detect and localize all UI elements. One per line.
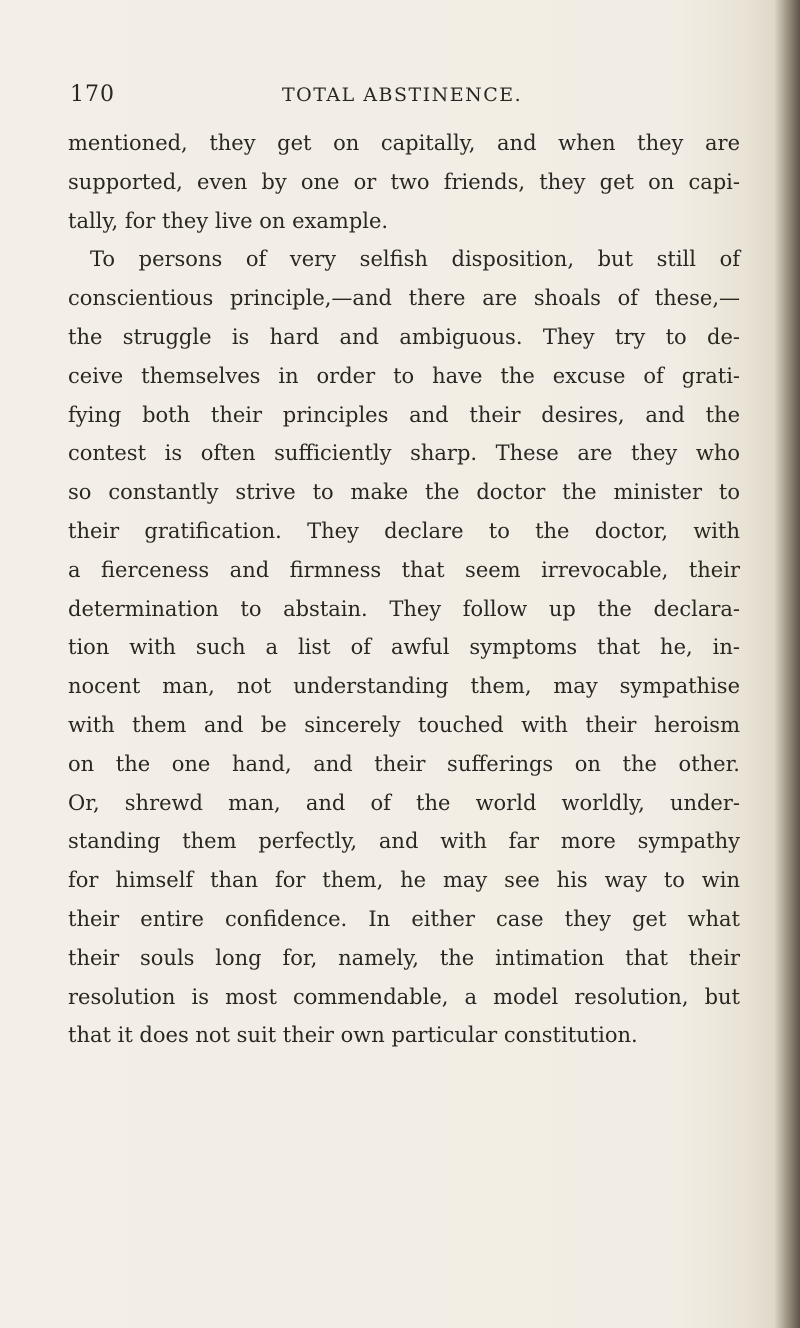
text-line: their souls long for, namely, the intimation that their	[68, 945, 740, 970]
text-line: resolution is most commendable, a model resolution, but	[68, 984, 740, 1009]
text-line: conscientious principle,—and there are shoals of these,—	[68, 286, 740, 311]
text-line: nocent man, not understanding them, may sympathise	[68, 674, 740, 699]
text-line: that it does not suit their own particular constitution.	[68, 1023, 638, 1048]
text-line: determination to abstain. They follow up the declara-	[68, 596, 740, 621]
text-line: tally, for they live on example.	[68, 208, 389, 233]
text-line: fying both their principles and their desires, and the	[68, 402, 740, 427]
text-line: tion with such a list of awful symptoms that he, in-	[68, 635, 740, 660]
text-line: for himself than for them, he may see his way to win	[68, 868, 740, 893]
text-line: the struggle is hard and ambiguous. They try to de-	[68, 324, 740, 349]
text-line: their gratification. They declare to the doctor, with	[68, 518, 740, 543]
text-line: mentioned, they get on capitally, and when they are	[68, 131, 740, 155]
text-line: standing them perfectly, and with far more sympathy	[68, 829, 740, 854]
text-line: their entire confidence. In either case they get what	[68, 906, 740, 931]
running-head: TOTAL ABSTINENCE.	[282, 84, 523, 106]
page-number: 170	[70, 82, 115, 107]
text-line: a fierceness and firmness that seem irrevocable, their	[68, 557, 740, 582]
text-line: contest is often sufficiently sharp. These are they who	[68, 441, 740, 466]
text-line: Or, shrewd man, and of the world worldly, under-	[68, 790, 740, 815]
page-binding-edge	[774, 0, 800, 1328]
text-line: with them and be sincerely touched with their heroism	[68, 712, 740, 737]
page-header	[70, 82, 730, 112]
text-line: so constantly strive to make the doctor the minister to	[68, 480, 740, 505]
text-line: on the one hand, and their sufferings on the other.	[68, 751, 740, 776]
text-line: ceive themselves in order to have the excuse of grati-	[68, 363, 740, 388]
body-text	[68, 124, 740, 1055]
text-line: supported, even by one or two friends, they get on capi-	[68, 169, 740, 194]
text-line: To persons of very selfish disposition, but still of	[90, 247, 740, 272]
